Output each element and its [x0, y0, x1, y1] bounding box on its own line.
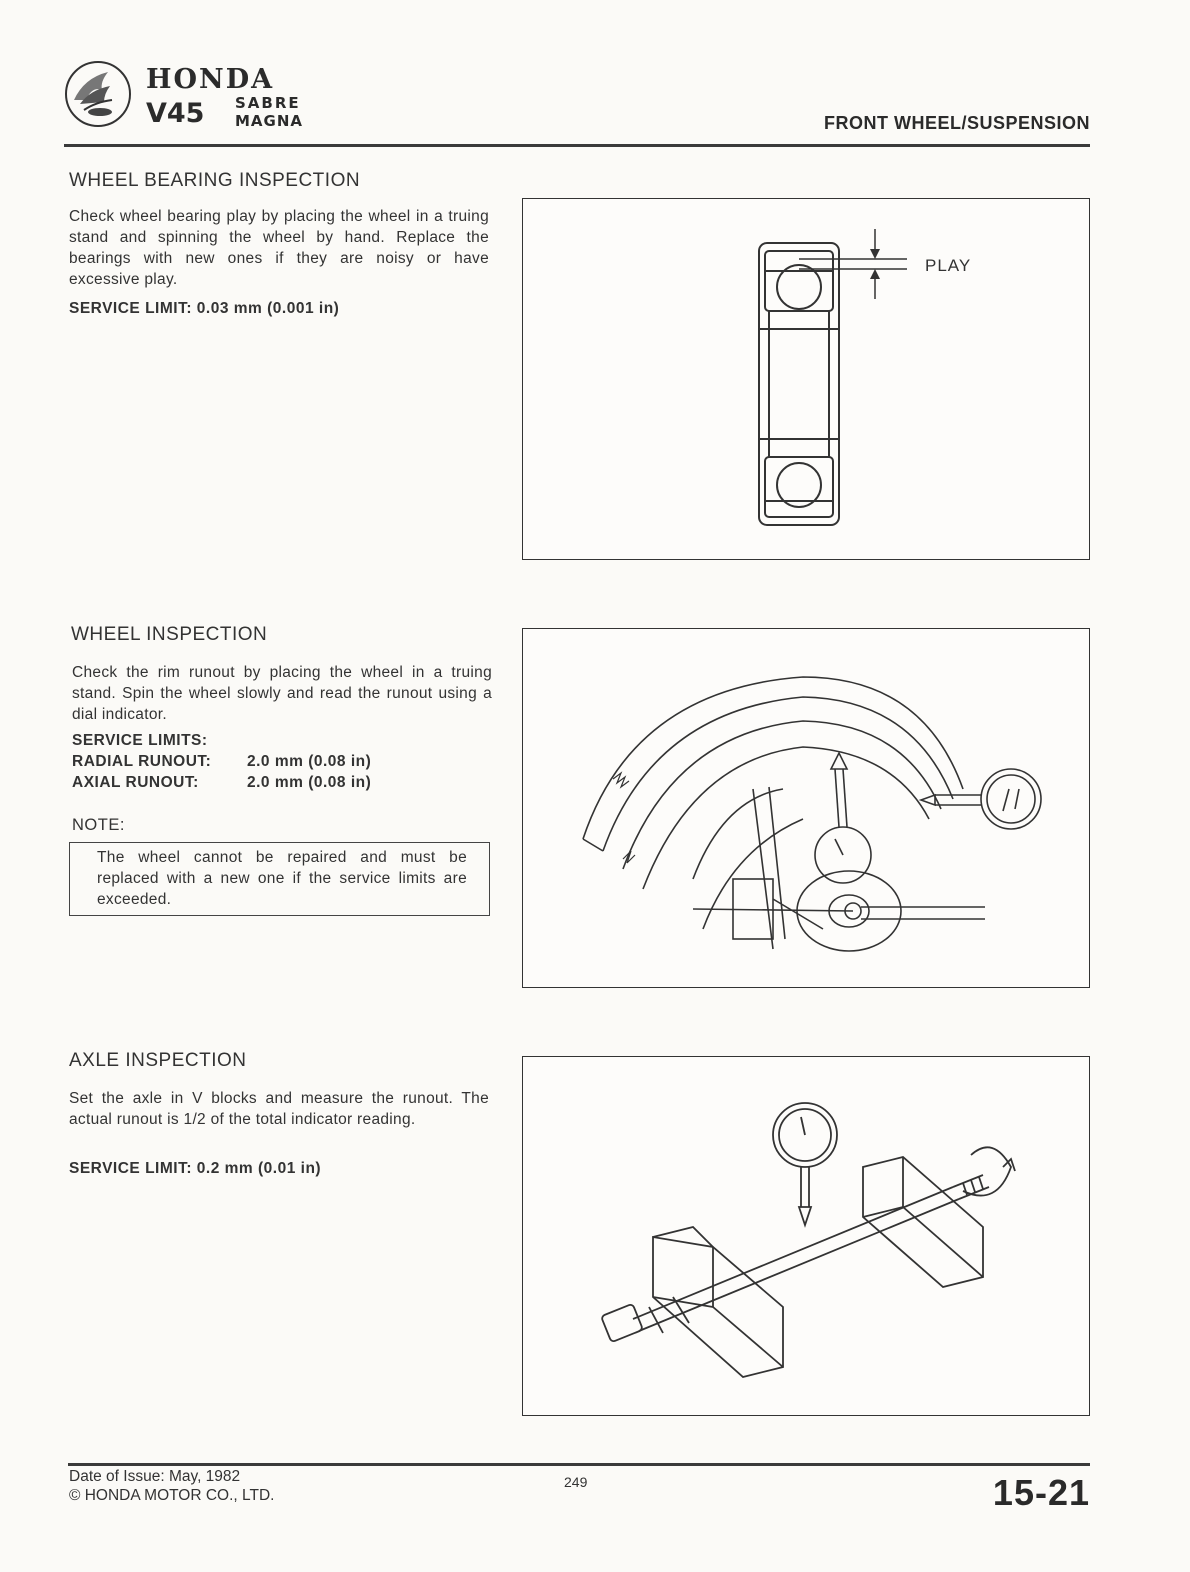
bearing-cross-section-illustration [523, 199, 1089, 559]
wheel-limits-title: SERVICE LIMITS: [72, 732, 208, 749]
axle-v-blocks-illustration [523, 1057, 1089, 1415]
header-divider [64, 144, 1090, 147]
axle-heading: AXLE INSPECTION [69, 1050, 247, 1071]
axle-body: Set the axle in V blocks and measure the runout. The actual runout is 1/2 of the total indicator reading. [69, 1090, 489, 1128]
page-code: 15-21 [992, 1472, 1090, 1513]
axle-limit-label: SERVICE LIMIT: [69, 1160, 192, 1177]
wheel-heading: WHEEL INSPECTION [71, 624, 268, 645]
wheel-runout-illustration [523, 629, 1089, 987]
wheel-figure [522, 628, 1090, 988]
copyright: © HONDA MOTOR CO., LTD. [69, 1487, 275, 1504]
model-name: V45 [146, 98, 205, 129]
axle-limit-value: 0.2 mm (0.01 in) [196, 1160, 322, 1177]
bearing-figure [522, 198, 1090, 560]
bearing-heading: WHEEL BEARING INSPECTION [69, 170, 361, 191]
bearing-limit-label: SERVICE LIMIT: [69, 300, 192, 317]
model-variant-sabre: SABRE [235, 94, 301, 112]
honda-wing-logo [64, 60, 134, 130]
radial-runout-value: 2.0 mm (0.08 in) [247, 753, 372, 770]
play-label: PLAY [925, 256, 972, 275]
footer-meta [69, 1467, 274, 1505]
bearing-limit-value: 0.03 mm (0.001 in) [196, 300, 340, 317]
page-number: 249 [564, 1474, 588, 1490]
bearing-limit [69, 300, 339, 318]
bearing-body: Check wheel bearing play by placing the wheel in a truing stand and spinning the wheel by hand. Replace the bearings with new ones if they are noisy or have excessive play. [69, 208, 489, 288]
issue-date: Date of Issue: May, 1982 [69, 1468, 241, 1485]
axle-figure [522, 1056, 1090, 1416]
wheel-body: Check the rim runout by placing the wheel in a truing stand. Spin the wheel slowly and read the runout using a dial indicator. [72, 664, 492, 723]
radial-runout-label: RADIAL RUNOUT: [72, 753, 212, 770]
axial-runout-label: AXIAL RUNOUT: [72, 774, 199, 791]
note-label: NOTE: [72, 816, 125, 834]
section-title: FRONT WHEEL/SUSPENSION [823, 113, 1090, 133]
axle-limit [69, 1160, 321, 1178]
axial-runout-value: 2.0 mm (0.08 in) [247, 774, 372, 791]
brand-name: HONDA [146, 64, 275, 95]
model-variant-magna: MAGNA [235, 112, 304, 130]
note-text: The wheel cannot be repaired and must be replaced with a new one if the service limits are exceeded. [97, 849, 467, 908]
footer-divider [68, 1463, 1090, 1466]
